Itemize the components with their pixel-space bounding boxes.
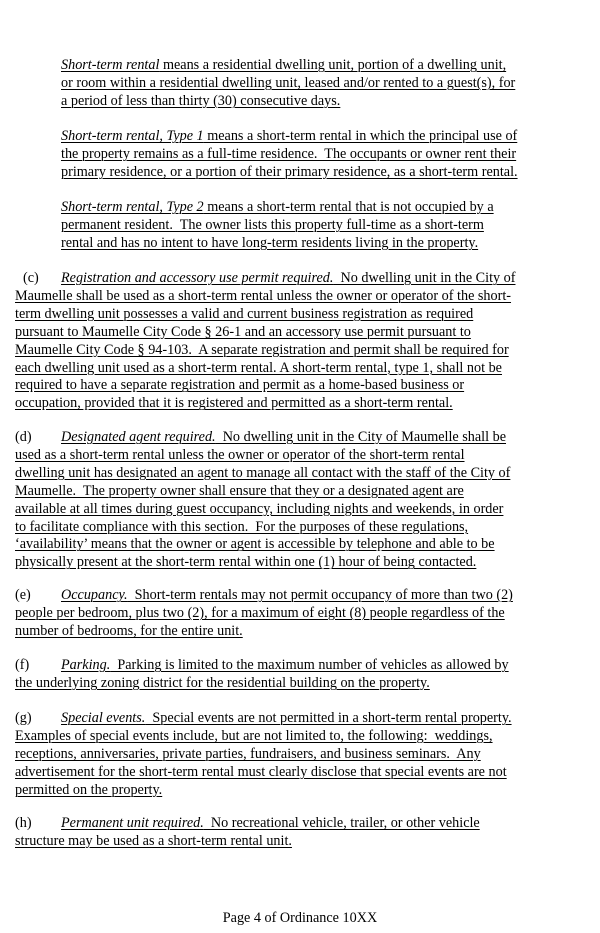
- section-line: people per bedroom, plus two (2), for a maximum of eight (8) people regardless of the: [15, 604, 505, 621]
- section-line: [15, 710, 512, 728]
- page-footer: Page 4 of Ordinance 10XX: [222, 910, 378, 926]
- definition-line: permanent resident. The owner lists this property full-time as a short-term: [61, 216, 484, 233]
- section-g-special-events: [15, 710, 512, 800]
- definition-line: rental and has no intent to have long-term residents living in the property.: [61, 234, 479, 251]
- section-line: [15, 657, 509, 675]
- section-line: Maumelle shall be used as a short-term rental unless the owner or operator of the short-: [15, 287, 512, 304]
- section-label: (g): [15, 710, 32, 726]
- definition-line: or room within a residential dwelling unit, leased and/or rented to a guest(s), for: [61, 74, 516, 91]
- definition-text: means a short-term rental that is not occupied by a: [203, 199, 494, 215]
- section-line: Maumelle City Code § 94-103. A separate registration and permit shall be required for: [15, 341, 509, 358]
- section-line: number of bedrooms, for the entire unit.: [15, 622, 243, 639]
- definition-term: Short-term rental, Type 1: [61, 128, 204, 144]
- section-line: [15, 270, 515, 288]
- section-line: [15, 429, 510, 447]
- definition-line: the property remains as a full-time residence. The occupants or owner rent their: [61, 145, 517, 162]
- section-title: Designated agent required.: [61, 429, 216, 445]
- section-label: (h): [15, 815, 32, 831]
- section-title: Permanent unit required.: [61, 815, 204, 831]
- definition-line: [61, 199, 494, 217]
- section-text: Short-term rentals may not permit occupancy of more than two (2): [127, 587, 513, 603]
- definition-short-term-rental: [61, 57, 515, 111]
- definition-text: means a residential dwelling unit, portion of a dwelling unit,: [159, 57, 507, 73]
- section-label: (c): [23, 270, 39, 286]
- section-e-occupancy: [15, 587, 513, 641]
- section-f-parking: [15, 657, 509, 693]
- definition-term: Short-term rental: [61, 57, 160, 73]
- section-line: permitted on the property.: [15, 781, 163, 798]
- section-line: dwelling unit has designated an agent to manage all contact with the staff of the City of: [15, 464, 511, 481]
- section-line: [15, 815, 480, 833]
- section-line: each dwelling unit used as a short-term rental. A short-term rental, type 1, shall not be: [15, 359, 502, 376]
- definition-text: means a short-term rental in which the principal use of: [203, 128, 518, 144]
- section-line: used as a short-term rental unless the owner or operator of the short-term rental: [15, 446, 465, 463]
- section-text: No recreational vehicle, trailer, or other vehicle: [203, 815, 480, 831]
- section-line: available at all times during guest occupancy, including nights and weekends, in order: [15, 500, 504, 517]
- section-line: physically present at the short-term rental within one (1) hour of being contacted.: [15, 554, 477, 571]
- section-line: receptions, anniversaries, private parties, fundraisers, and business seminars. Any: [15, 745, 481, 762]
- definition-short-term-rental-type-2: [61, 199, 494, 253]
- section-line: Maumelle. The property owner shall ensure that they or a designated agent are: [15, 482, 464, 499]
- section-title: Parking.: [61, 657, 111, 673]
- section-line: [15, 587, 513, 605]
- section-title: Occupancy.: [61, 587, 128, 603]
- section-label: (f): [15, 657, 30, 673]
- section-line: advertisement for the short-term rental must clearly disclose that special events are not: [15, 763, 507, 780]
- section-text: Special events are not permitted in a short-term rental property.: [145, 710, 512, 726]
- section-title: Special events.: [61, 710, 146, 726]
- section-line: term dwelling unit possesses a valid and current business registration as required: [15, 305, 474, 322]
- section-label: (d): [15, 429, 32, 445]
- section-h-permanent-unit: [15, 815, 480, 851]
- section-text: No dwelling unit in the City of: [333, 270, 516, 286]
- section-line: the underlying zoning district for the residential building on the property.: [15, 674, 430, 691]
- section-line: structure may be used as a short-term rental unit.: [15, 832, 292, 849]
- section-d-designated-agent: [15, 429, 510, 572]
- section-title: Registration and accessory use permit required.: [61, 270, 334, 286]
- definition-line: primary residence, or a portion of their primary residence, as a short-term rental.: [61, 163, 518, 180]
- section-line: occupation, provided that it is registered and permitted as a short-term rental.: [15, 395, 453, 412]
- section-line: required to have a separate registration and permit as a home-based business or: [15, 377, 465, 394]
- section-line: to facilitate compliance with this section. For the purposes of these regulations,: [15, 518, 469, 535]
- definition-line: a period of less than thirty (30) consecutive days.: [61, 92, 341, 109]
- section-line: ‘availability’ means that the owner or agent is accessible by telephone and able to be: [15, 536, 495, 553]
- section-text: Parking is limited to the maximum number of vehicles as allowed by: [110, 657, 509, 673]
- definition-line: [61, 57, 515, 75]
- section-label: (e): [15, 587, 31, 603]
- definition-short-term-rental-type-1: [61, 128, 518, 182]
- definition-line: [61, 128, 518, 146]
- definition-term: Short-term rental, Type 2: [61, 199, 204, 215]
- section-text: No dwelling unit in the City of Maumelle shall be: [215, 429, 507, 445]
- section-line: Examples of special events include, but are not limited to, the following: weddings,: [15, 727, 493, 744]
- section-c-registration: [15, 270, 515, 413]
- section-line: pursuant to Maumelle City Code § 26-1 and an accessory use permit pursuant to: [15, 323, 471, 340]
